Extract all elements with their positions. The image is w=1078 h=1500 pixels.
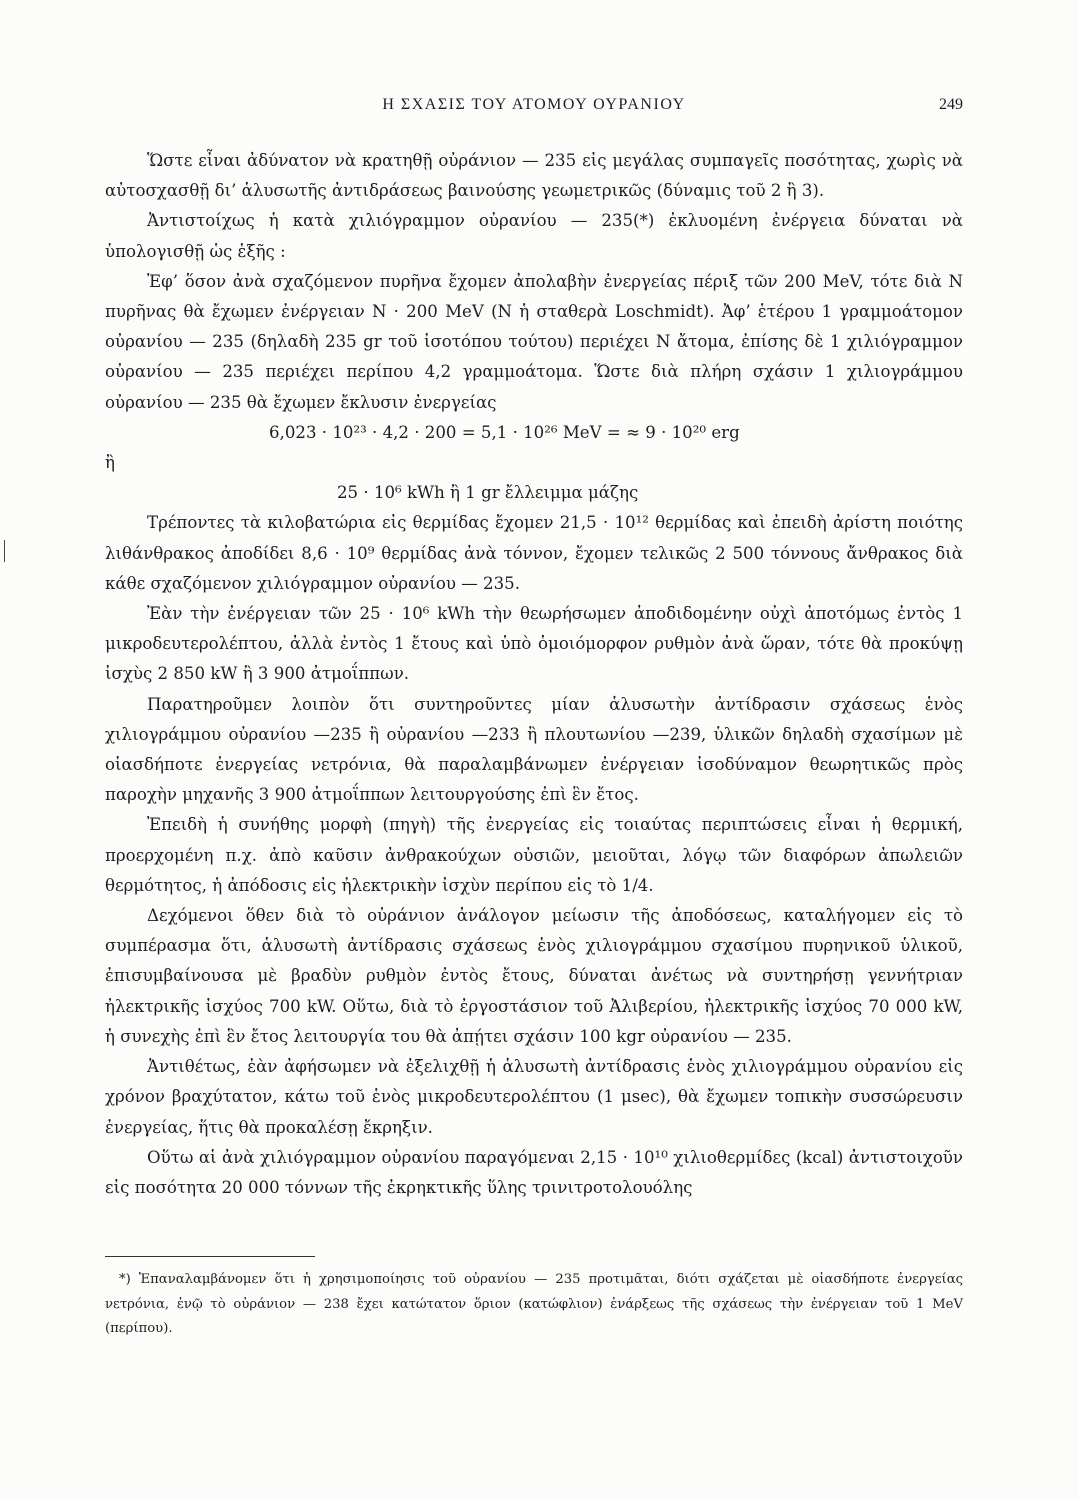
paragraph-1: Ὥστε εἶναι ἀδύνατον νὰ κρατηθῇ οὐράνιον — 235 εἰς μεγάλας συμπαγεῖς ποσότητας, χωρὶς νὰ αὐτοσχασθῇ δι’ ἁλυσωτῆς ἀντιδράσεως βαινούσης γεωμετρικῶς (δύναμις τοῦ 2 ἢ 3). (105, 151, 963, 201)
paragraph-8: Δεχόμενοι ὅθεν διὰ τὸ οὐράνιον ἀνάλογον μείωσιν τῆς ἀποδόσεως, καταλήγομεν εἰς τὸ συμπέρασμα ὅτι, ἁλυσωτὴ ἀντίδρασις σχάσεως ἑνὸς χιλιογράμμου σχασίμου πυρηνικοῦ ὑλικοῦ, ἐπισυμβαίνουσα μὲ βραδὺν ρυθμὸν ἐντὸς ἔτους, δύναται ἀνέτως νὰ συντηρήσῃ γεννήτριαν ἠλεκτρικῆς ἰσχύος 700 kW. Οὕτω, διὰ τὸ ἐργοστάσιον τοῦ Ἀλιβερίου, ἠλεκτρικῆς ἰσχύος 70 000 kW, ἡ συνεχὴς ἐπὶ ἓν ἔτος λειτουργία του θὰ ἀπῄτει σχάσιν 100 kgr οὐρανίου — 235. (105, 906, 963, 1046)
paragraph-4: Τρέποντες τὰ κιλοβατώρια εἰς θερμίδας ἔχομεν 21,5 · 10¹² θερμίδας καὶ ἐπειδὴ ἀρίστη ποιότης λιθάνθρακος ἀποδίδει 8,6 · 10⁹ θερμίδας ἀνὰ τόννον, ἔχομεν τελικῶς 2 500 τόννους ἄνθρακος διὰ κάθε σχαζόμενον χιλιόγραμμον οὐρανίου — 235. (105, 513, 963, 593)
equation-or: ἢ (105, 453, 115, 473)
body-text (105, 146, 963, 1203)
paragraph-6: Παρατηροῦμεν λοιπὸν ὅτι συντηροῦντες μίαν ἁλυσωτὴν ἀντίδρασιν σχάσεως ἑνὸς χιλιογράμμου οὐρανίου —235 ἢ οὐρανίου —233 ἢ πλουτωνίου —239, ὑλικῶν δηλαδὴ σχασίμων μὲ οἱασδήποτε ἐνεργείας νετρόνια, θὰ παραλαμβάνωμεν ἐνέργειαν ἰσοδύναμον θεωρητικῶς πρὸς παροχὴν μηχανῆς 3 900 ἀτμοΐππων λειτουργούσης ἐπὶ ἓν ἔτος. (105, 694, 963, 805)
running-title: Η ΣΧΑΣΙΣ ΤΟΥ ΑΤΟΜΟΥ ΟΥΡΑΝΙΟΥ (382, 96, 686, 113)
paragraph-2: Ἀντιστοίχως ἡ κατὰ χιλιόγραμμον οὐρανίου — 235(*) ἐκλυομένη ἐνέργεια δύναται νὰ ὑπολογισθῇ ὡς ἑξῆς : (105, 211, 963, 261)
paragraph-3: Ἐφ’ ὅσον ἀνὰ σχαζόμενον πυρῆνα ἔχομεν ἀπολαβὴν ἐνεργείας πέριξ τῶν 200 MeV, τότε διὰ N πυρῆνας θὰ ἔχωμεν ἐνέργειαν N · 200 MeV (N ἡ σταθερὰ Loschmidt). Ἀφ’ ἑτέρου 1 γραμμοάτομον οὐρανίου — 235 (δηλαδὴ 235 gr τοῦ ἰσοτόπου τούτου) περιέχει N ἄτομα, ἐπίσης δὲ 1 χιλιόγραμμον οὐρανίου — 235 περιέχει περίπου 4,2 γραμμοάτομα. Ὥστε διὰ πλήρη σχάσιν 1 χιλιογράμμου οὐρανίου — 235 θὰ ἔχωμεν ἔκλυσιν ἐνεργείας (105, 271, 963, 412)
paragraph-7: Ἐπειδὴ ἡ συνήθης μορφὴ (πηγὴ) τῆς ἐνεργείας εἰς τοιαύτας περιπτώσεις εἶναι ἡ θερμική, προερχομένη π.χ. ἀπὸ καῦσιν ἀνθρακούχων οὐσιῶν, μειοῦται, λόγῳ τῶν διαφόρων ἀπωλειῶν θερμότητος, ἡ ἀπόδοσις εἰς ἠλεκτρικὴν ἰσχὺν περίπου εἰς τὸ 1/4. (105, 815, 963, 895)
paragraph-9: Ἀντιθέτως, ἐὰν ἀφήσωμεν νὰ ἐξελιχθῇ ἡ ἁλυσωτὴ ἀντίδρασις ἑνὸς χιλιογράμμου οὐρανίου εἰς χρόνον βραχύτατον, κάτω τοῦ ἑνὸς μικροδευτερολέπτου (1 μsec), θὰ ἔχωμεν τοπικὴν συσσώρευσιν ἐνεργείας, ἥτις θὰ προκαλέσῃ ἔκρηξιν. (105, 1057, 963, 1137)
equation-energy: 6,023 · 10²³ · 4,2 · 200 = 5,1 · 10²⁶ MeV = ≈ 9 · 10²⁰ erg (269, 422, 740, 442)
paragraph-5: Ἐὰν τὴν ἐνέργειαν τῶν 25 · 10⁶ kWh τὴν θεωρήσωμεν ἀποδιδομένην οὐχὶ ἀποτόμως ἐντὸς 1 μικροδευτερολέπτου, ἀλλὰ ἐντὸς 1 ἔτους καὶ ὑπὸ ὁμοιόμορφον ρυθμὸν ἀνὰ ὥραν, τότε θὰ προκύψῃ ἰσχὺς 2 850 kW ἢ 3 900 ἀτμοΐππων. (105, 604, 963, 684)
paragraph-10: Οὕτω αἱ ἀνὰ χιλιόγραμμον οὐρανίου παραγόμεναι 2,15 · 10¹⁰ χιλιοθερμίδες (kcal) ἀντιστοιχοῦν εἰς ποσότητα 20 000 τόννων τῆς ἐκρηκτικῆς ὕλης τρινιτροτολουόλης (105, 1147, 963, 1197)
page-number: 249 (939, 96, 963, 113)
margin-mark (4, 540, 5, 562)
page-header (105, 96, 963, 120)
footnotes (105, 1268, 963, 1342)
footnote-divider (105, 1256, 315, 1257)
equation-kwh: 25 · 10⁶ kWh ἢ 1 gr ἔλλειμμα μάζης (337, 483, 639, 503)
footnote: *) Ἐπαναλαμβάνομεν ὅτι ἡ χρησιμοποίησις τοῦ οὐρανίου — 235 προτιμᾶται, διότι σχάζεται μὲ οἱασδήποτε ἐνεργείας νετρόνια, ἐνῷ τὸ οὐράνιον — 238 ἔχει κατώτατον ὅριον (κατώφλιον) ἐνάρξεως τῆς σχάσεως τὴν ἐνέργειαν τοῦ 1 MeV (περίπου). (105, 1272, 963, 1336)
